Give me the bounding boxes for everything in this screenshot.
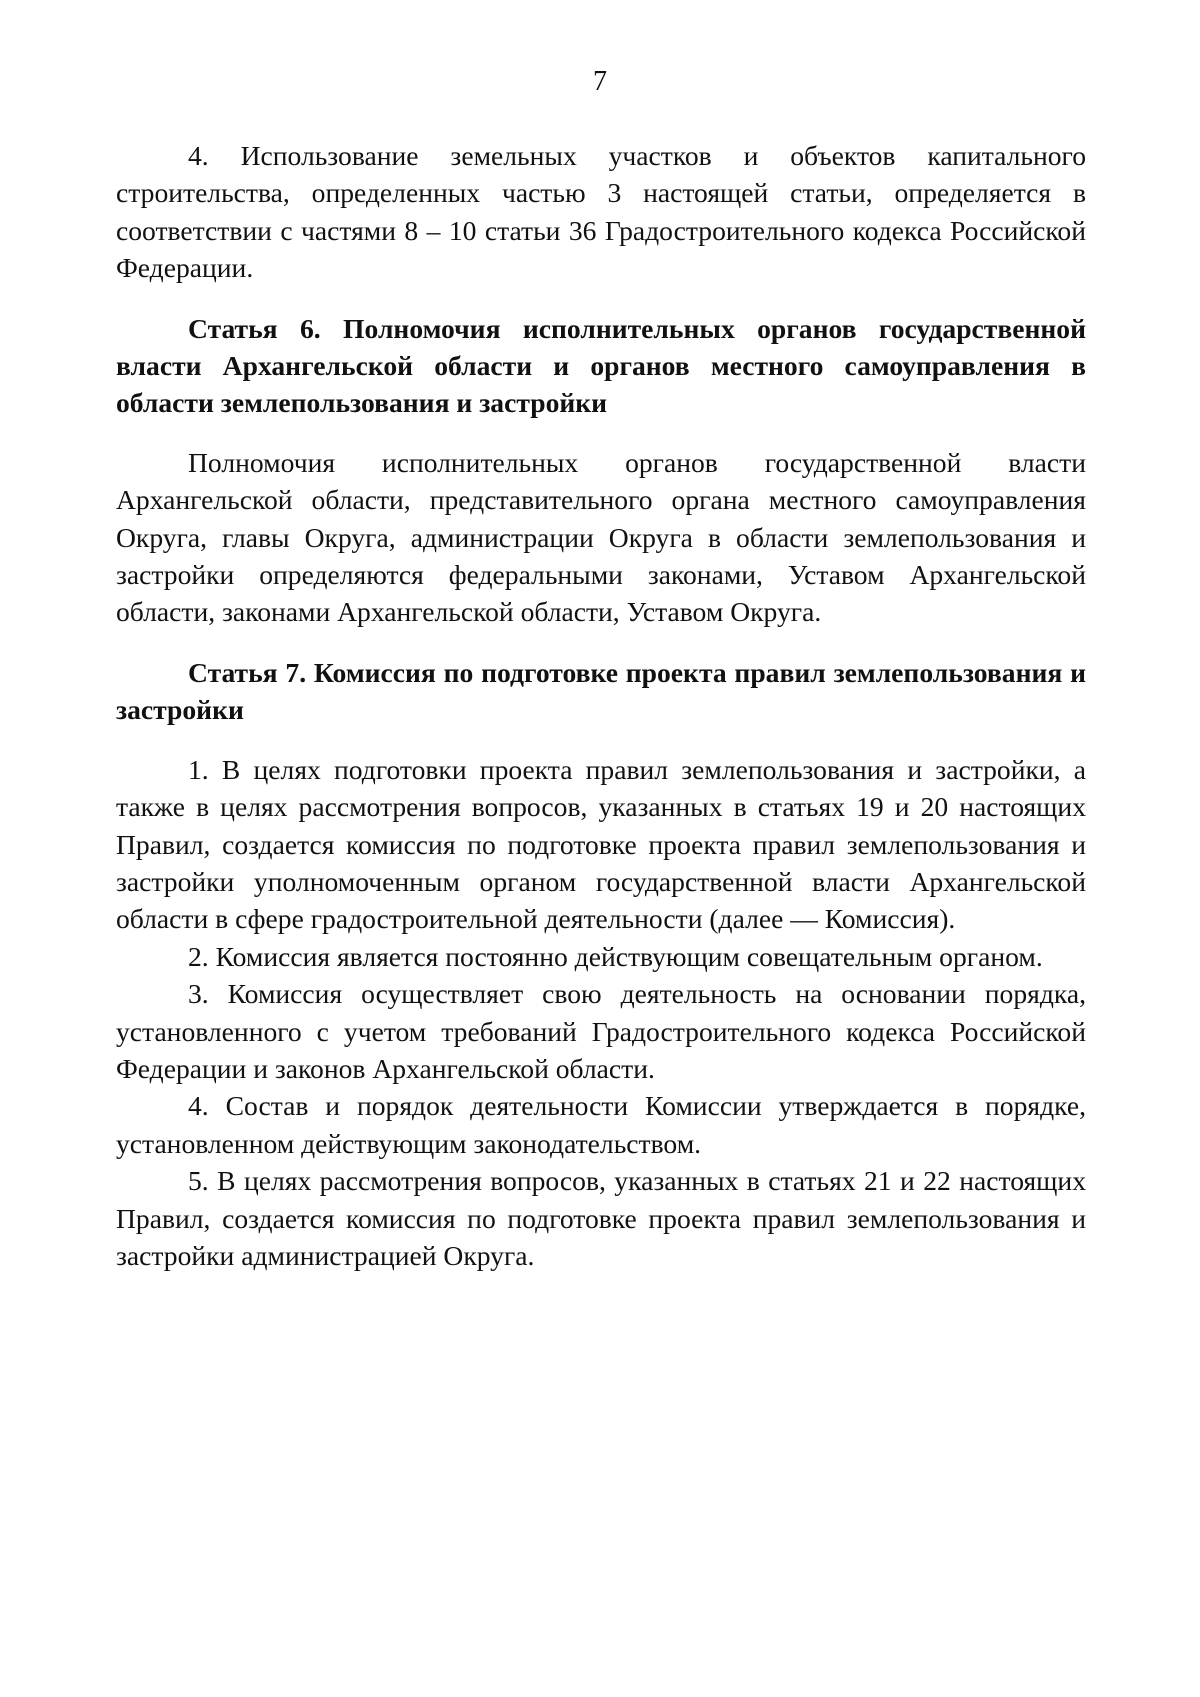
heading-article-7: Статья 7. Комиссия по подготовке проекта правил землепользования и застройки: [116, 656, 1086, 726]
heading-article-6: Статья 6. Полномочия исполнительных органов государственной власти Архангельской области и органов местного самоуправления в области землепользования и застройки: [116, 312, 1086, 419]
paragraph-article7-part1: 1. В целях подготовки проекта правил землепользования и застройки, а также в целях рассмотрения вопросов, указанных в статьях 19 и 20 настоящих Правил, создается комиссия по подготовке проекта правил землепользования и застройки уполномоченным органом государственной власти Архангельской области в сфере градостроительной деятельности (далее — Комиссия).: [116, 753, 1086, 935]
paragraph-article5-part4: 4. Использование земельных участков и объектов капитального строительства, определенных частью 3 настоящей статьи, определяется в соответствии с частями 8 – 10 статьи 36 Градостроительного кодекса Российской Федерации.: [116, 140, 1086, 284]
paragraph-article7-part3: 3. Комиссия осуществляет свою деятельность на основании порядка, установленного с учетом требований Градостроительного кодекса Российской Федерации и законов Архангельской области.: [116, 978, 1086, 1084]
document-body: [116, 137, 1086, 1274]
paragraph-article7-part5: 5. В целях рассмотрения вопросов, указанных в статьях 21 и 22 настоящих Правил, создается комиссия по подготовке проекта правил землепользования и застройки администрацией Округа.: [116, 1165, 1086, 1271]
paragraph-article7-part2: 2. Комиссия является постоянно действующим совещательным органом.: [188, 940, 1043, 972]
paragraph-article7-part4: 4. Состав и порядок деятельности Комиссии утверждается в порядке, установленном действующим законодательством.: [116, 1090, 1086, 1159]
page-number: 7: [593, 66, 607, 97]
paragraph-article6-powers: Полномочия исполнительных органов государственной власти Архангельской области, представительного органа местного самоуправления Округа, главы Округа, администрации Округа в области землепользования и застройки определяются федеральными законами, Уставом Архангельской области, законами Архангельской области, Уставом Округа.: [116, 446, 1086, 628]
